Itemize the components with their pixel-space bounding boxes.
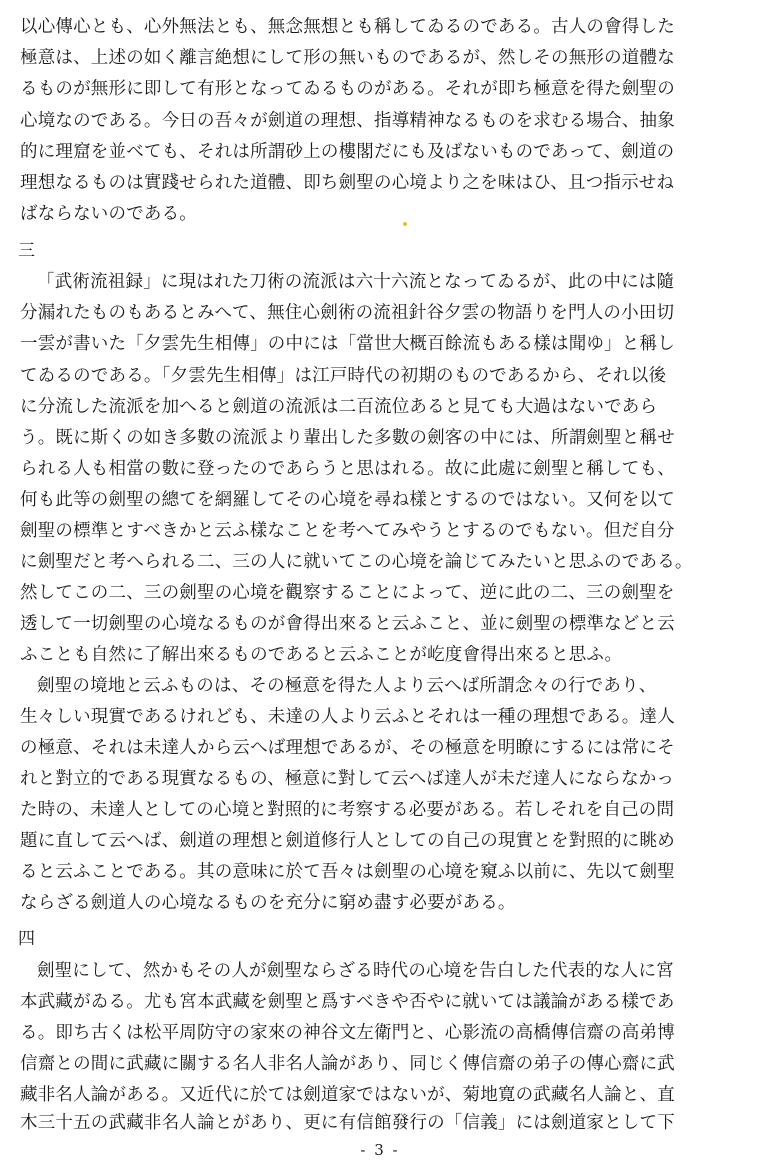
text-line: た時の、未達人としての心境と對照的に考察する必要がある。若しそれを自己の問 [20, 800, 675, 820]
text-line: 理想なるものは實踐せられた道體、即ち劍聖の心境より之を味はひ、且つ指示せね [20, 173, 675, 193]
text-line: 極意は、上述の如く離言絶想にして形の無いものであるが、然しその無形の道體な [20, 48, 675, 68]
text-line: れと對立的である現實なるもの、極意に對して云へば達人が未だ達人にならなかっ [20, 769, 675, 789]
text-line: 以心傳心とも、心外無法とも、無念無想とも稱してゐるのである。古人の會得した [20, 17, 675, 37]
text-line: ふことも自然に了解出來るものであると云ふことが屹度會得出來ると思ふ。 [20, 645, 623, 665]
text-line: う。既に斯くの如き多數の流派より輩出した多數の劍客の中には、所謂劍聖と稱せ [20, 428, 675, 448]
text-line: 劍聖の境地と云ふものは、その極意を得た人より云へば所謂念々の行であり、 [37, 676, 657, 696]
text-line: 「武術流祖録」に現はれた刀術の流派は六十六流となってゐるが、此の中には隨 [37, 272, 675, 292]
text-line: に劍聖だと考へられる二、三の人に就いてこの心境を論じてみたいと思ふのである。 [20, 552, 693, 572]
text-line: 木三十五の武藏非名人論とがあり、更に有信館發行の「信義」には劍道家として下 [20, 1113, 675, 1133]
text-line: 劍聖の標準とすべきかと云ふ樣なことを考へてみやうとするのでもない。但だ自分 [20, 521, 675, 541]
text-line: られる人も相當の數に登ったのであらうと思はれる。故に此處に劍聖と稱しても、 [20, 459, 675, 479]
text-line: 然してこの二、三の劍聖の心境を觀察することによって、逆に此の二、三の劍聖を [20, 583, 675, 603]
section-heading-4: 四 [18, 929, 35, 949]
text-line: 題に直して云へば、劍道の理想と劍道修行人としての自己の現實とを對照的に眺め [20, 831, 675, 851]
text-line: 何も此等の劍聖の總てを網羅してその心境を尋ね樣とするのではない。又何を以て [20, 490, 675, 510]
section-heading-3: 三 [18, 241, 35, 261]
text-line: に分流した流派を加へると劍道の流派は二百流位あると見ても大過はないであら [20, 397, 658, 417]
text-line: 一雲が書いた「夕雲先生相傳」の中には「當世大概百餘流もある樣は聞ゆ」と稱し [20, 334, 675, 354]
text-line: るものが無形に即して有形となってゐるものがある。それが即ち極意を得た劍聖の [20, 79, 675, 99]
text-line: る。即ち古くは松平周防守の家來の神谷文左衛門と、心影流の高橋傳信齋の高弟博 [20, 1023, 675, 1043]
text-line: 分漏れたものもあるとみへて、無住心劍術の流祖針谷夕雲の物語りを門人の小田切 [20, 303, 675, 323]
page-number: - 3 - [360, 1141, 400, 1159]
text-line: 的に理窟を並べても、それは所謂砂上の樓閣だにも及ばないものであって、劍道の [20, 142, 675, 162]
text-line: 劍聖にして、然かもその人が劍聖ならざる時代の心境を告白した代表的な人に宮 [37, 961, 674, 981]
text-line: てゐるのである。「夕雲先生相傳」は江戸時代の初期のものであるから、それ以後 [20, 366, 667, 386]
text-line: 心境なのである。今日の吾々が劍道の理想、指導精神なるものを求むる場合、抽象 [20, 111, 675, 131]
text-line: ると云ふことである。其の意味に於て吾々は劍聖の心境を窺ふ以前に、先以て劍聖 [20, 862, 675, 882]
text-line: ばならないのである。 [20, 204, 197, 224]
ink-speck [403, 222, 407, 226]
text-line: の極意、それは未達人から云へば理想であるが、その極意を明瞭にするには常にそ [20, 738, 675, 758]
text-line: 生々しい現實であるけれども、未達の人より云ふとそれは一種の理想である。達人 [20, 707, 675, 727]
text-line: 信齋との間に武藏に關する名人非名人論があり、同じく傳信齋の弟子の傳心齋に武 [20, 1054, 675, 1074]
text-line: ならざる劍道人の心境なるものを充分に窮め盡す必要がある。 [20, 893, 516, 913]
text-line: 透して一切劍聖の心境なるものが會得出來ると云ふこと、並に劍聖の標準などと云 [20, 614, 675, 634]
text-line: 藏非名人論がある。又近代に於ては劍道家ではないが、菊地寛の武藏名人論と、直 [20, 1085, 675, 1105]
text-line: 本武藏がゐる。尤も宮本武藏を劍聖と爲すべきや否やに就いては議論がある樣であ [20, 992, 675, 1012]
